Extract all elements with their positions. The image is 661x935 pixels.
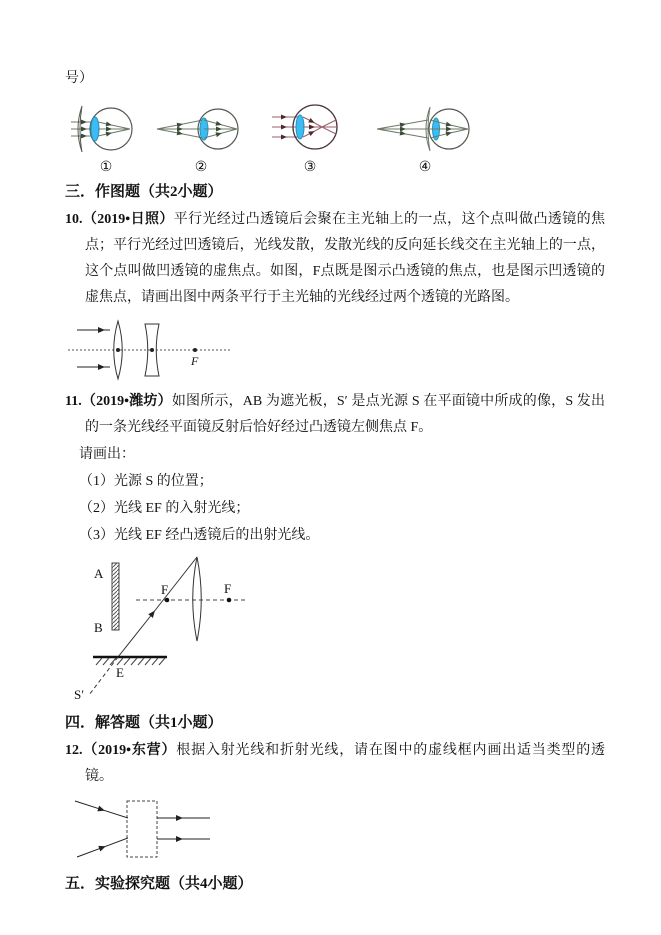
eye-option-1 [71, 100, 141, 176]
question-10-source: （2019•日照） [82, 212, 174, 227]
stray-text: 号） [65, 71, 93, 86]
source-image-label: S′ [74, 687, 85, 702]
question-12 [65, 738, 605, 790]
image-ray-dashed [89, 657, 118, 695]
incident-ray-top [75, 801, 128, 818]
question-11-prompt: 请画出： [79, 447, 135, 462]
eye-option-4 [377, 100, 473, 176]
question-11-item-2: （2）光线 EF 的入射光线； [79, 501, 250, 516]
incident-ray-bottom [77, 838, 128, 857]
left-focus-dot [165, 598, 170, 603]
convex-lens [193, 557, 202, 641]
question-11-source: （2019•潍坊） [81, 394, 172, 409]
eye-diagram-4-nearsight-corrected [377, 100, 473, 158]
concave-optical-center-dot [150, 348, 154, 352]
question-11-number: 11. [65, 394, 82, 409]
board-bottom-label: B [94, 620, 103, 635]
eye-option-2-label: ② [194, 160, 208, 175]
left-focus-label: F [161, 582, 169, 597]
question-10 [65, 207, 605, 311]
focus-point-dot [193, 348, 197, 352]
q12-lens-box-diagram [70, 798, 220, 864]
board-top-label: A [94, 566, 104, 581]
eye-diagram-2-normal [156, 100, 246, 158]
eye-lens [91, 117, 99, 141]
eye-options-figure [71, 96, 605, 176]
section-experiment-heading: 五．实验探究题（共4小题） [65, 876, 253, 892]
question-12-number: 12. [65, 743, 83, 758]
reflected-ray-EF [118, 557, 197, 657]
focus-label: F [191, 354, 199, 368]
right-focus-label: F [224, 581, 232, 596]
convex-optical-center-dot [116, 348, 120, 352]
question-12-text: 根据入射光线和折射光线，请在图中的虚线框内画出适当类型的透镜。 [85, 743, 606, 784]
right-focus-dot [227, 598, 232, 603]
q10-lens-diagram [68, 316, 236, 384]
question-12-source: （2019•东营） [82, 743, 177, 758]
incidence-point-label: E [116, 665, 124, 680]
question-11-item-1: （1）光源 S 的位置； [79, 474, 213, 489]
question-10-text: 平行光经过凸透镜后会聚在主光轴上的一点，这个点叫做凸透镜的焦点；平行光经过凹透镜后，光线发散，发散光线的反向延长线交在主光轴上的一点，这个点叫做凹透镜的虚焦点。如图，F点既是图示凸透镜的焦点，也是图示凹透镜的虚焦点，请画出图中两条平行于主光轴的光线经过两个透镜的光路图。 [85, 212, 605, 305]
dashed-lens-box [127, 801, 157, 857]
eye-option-3-label: ③ [303, 160, 317, 175]
q11-mirror-lens-diagram [73, 555, 258, 705]
question-10-number: 10. [65, 212, 83, 227]
question-11-item-3: （3）光线 EF 经凸透镜后的出射光线。 [79, 528, 320, 543]
eye-lens [296, 115, 304, 139]
mirror-hatching [96, 658, 165, 665]
eye-diagram-3-myopia [272, 96, 348, 158]
section-drawing-heading: 三．作图题（共2小题） [65, 184, 223, 200]
question-11-text: 如图所示，AB 为遮光板，S′ 是点光源 S 在平面镜中所成的像，S 发出的一条光线经平面镜反射后恰好经过凸透镜左侧焦点 F。 [85, 394, 606, 435]
light-shield-board [112, 563, 119, 630]
section-answer-heading: 四．解答题（共1小题） [65, 715, 223, 731]
eye-option-3 [272, 96, 348, 176]
eye-option-2 [156, 100, 246, 176]
eye-diagram-1-farsight-corrected [71, 100, 141, 158]
eye-option-4-label: ④ [418, 160, 432, 175]
eye-option-1-label: ① [99, 160, 113, 175]
question-11 [65, 389, 605, 441]
